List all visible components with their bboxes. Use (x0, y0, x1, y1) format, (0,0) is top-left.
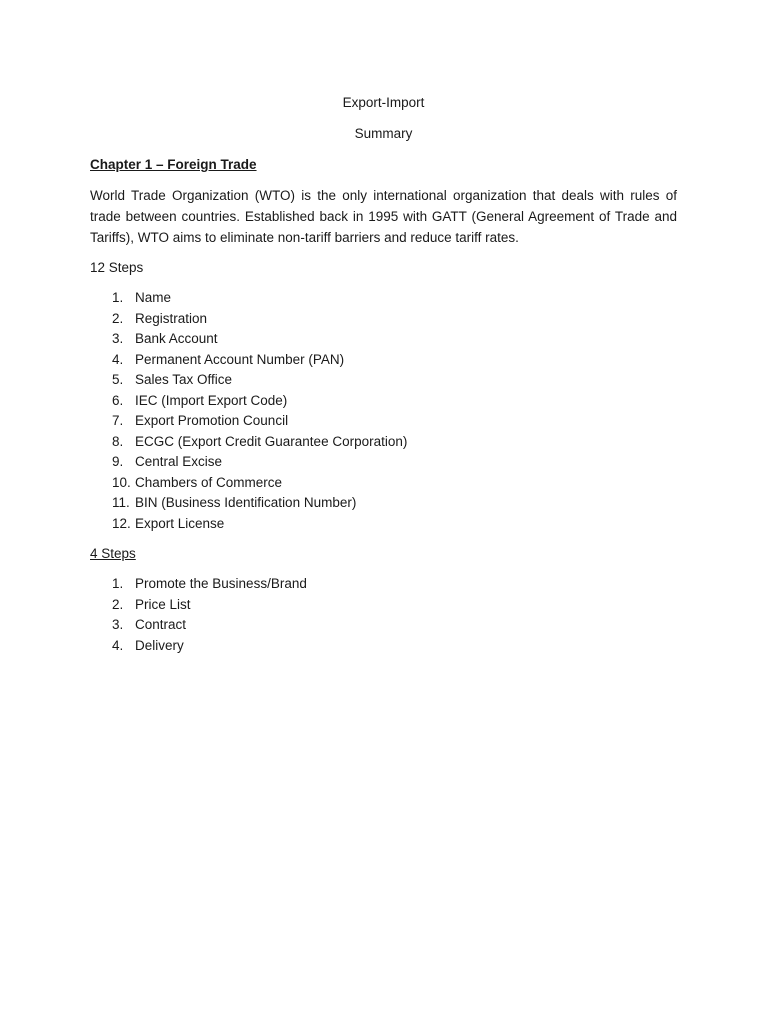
list-text: Price List (135, 596, 191, 612)
list-item (90, 309, 677, 330)
list-item (90, 636, 677, 657)
list-text: BIN (Business Identification Number) (135, 495, 357, 510)
list-text: Export Promotion Council (135, 413, 289, 428)
list-text: Name (135, 290, 172, 305)
list-text: Export License (135, 515, 225, 531)
list-text: Central Excise (135, 454, 223, 469)
list-number: 7. (112, 413, 124, 428)
list-item (90, 574, 677, 595)
list-item (90, 615, 677, 636)
list-text: Delivery (135, 637, 184, 653)
list-text: ECGC (Export Credit Guarantee Corporation) (135, 433, 408, 449)
list-item (90, 370, 677, 391)
twelve-steps-list (90, 288, 677, 534)
intro-paragraph: World Trade Organization (WTO) is the only international organization that deals with rules of trade between countries. Established back in 1995 with GATT (General Agreement of Trade and Tariffs), WTO aims to eliminate non-tariff barriers and reduce tariff rates. (90, 188, 677, 245)
list-number: 1. (112, 576, 124, 591)
list-item (90, 432, 677, 453)
list-number: 6. (112, 392, 124, 408)
document-body (90, 93, 677, 656)
chapter-heading: Chapter 1 – Foreign Trade (90, 157, 257, 172)
list-item (90, 493, 677, 514)
list-item (90, 391, 677, 412)
list-number: 4. (112, 637, 124, 653)
document-subtitle: Summary (354, 126, 413, 141)
list-number: 2. (112, 310, 124, 326)
list-item (90, 514, 677, 535)
list-number: 1. (112, 290, 124, 305)
list-text: Permanent Account Number (PAN) (135, 351, 345, 367)
list-item (90, 329, 677, 350)
list-number: 5. (112, 372, 124, 387)
list-text: Chambers of Commerce (135, 474, 283, 490)
four-steps-list (90, 574, 677, 656)
list-text: Contract (135, 617, 187, 632)
list-number: 4. (112, 351, 124, 367)
list-item (90, 595, 677, 616)
twelve-steps-label: 12 Steps (90, 260, 144, 275)
list-item (90, 288, 677, 309)
list-item (90, 452, 677, 473)
list-text: IEC (Import Export Code) (135, 392, 288, 408)
list-item (90, 473, 677, 494)
list-number: 12. (112, 515, 131, 531)
list-number: 3. (112, 617, 124, 632)
document-title: Export-Import (342, 95, 425, 110)
list-number: 9. (112, 454, 124, 469)
four-steps-label: 4 Steps (90, 546, 136, 561)
list-item (90, 350, 677, 371)
list-text: Bank Account (135, 331, 218, 346)
list-text: Registration (135, 310, 208, 326)
list-number: 10. (112, 474, 131, 490)
list-text: Promote the Business/Brand (135, 576, 307, 591)
list-number: 2. (112, 596, 124, 612)
list-number: 3. (112, 331, 124, 346)
list-number: 11. (112, 495, 130, 510)
list-item (90, 411, 677, 432)
list-text: Sales Tax Office (135, 372, 233, 387)
list-number: 8. (112, 433, 124, 449)
